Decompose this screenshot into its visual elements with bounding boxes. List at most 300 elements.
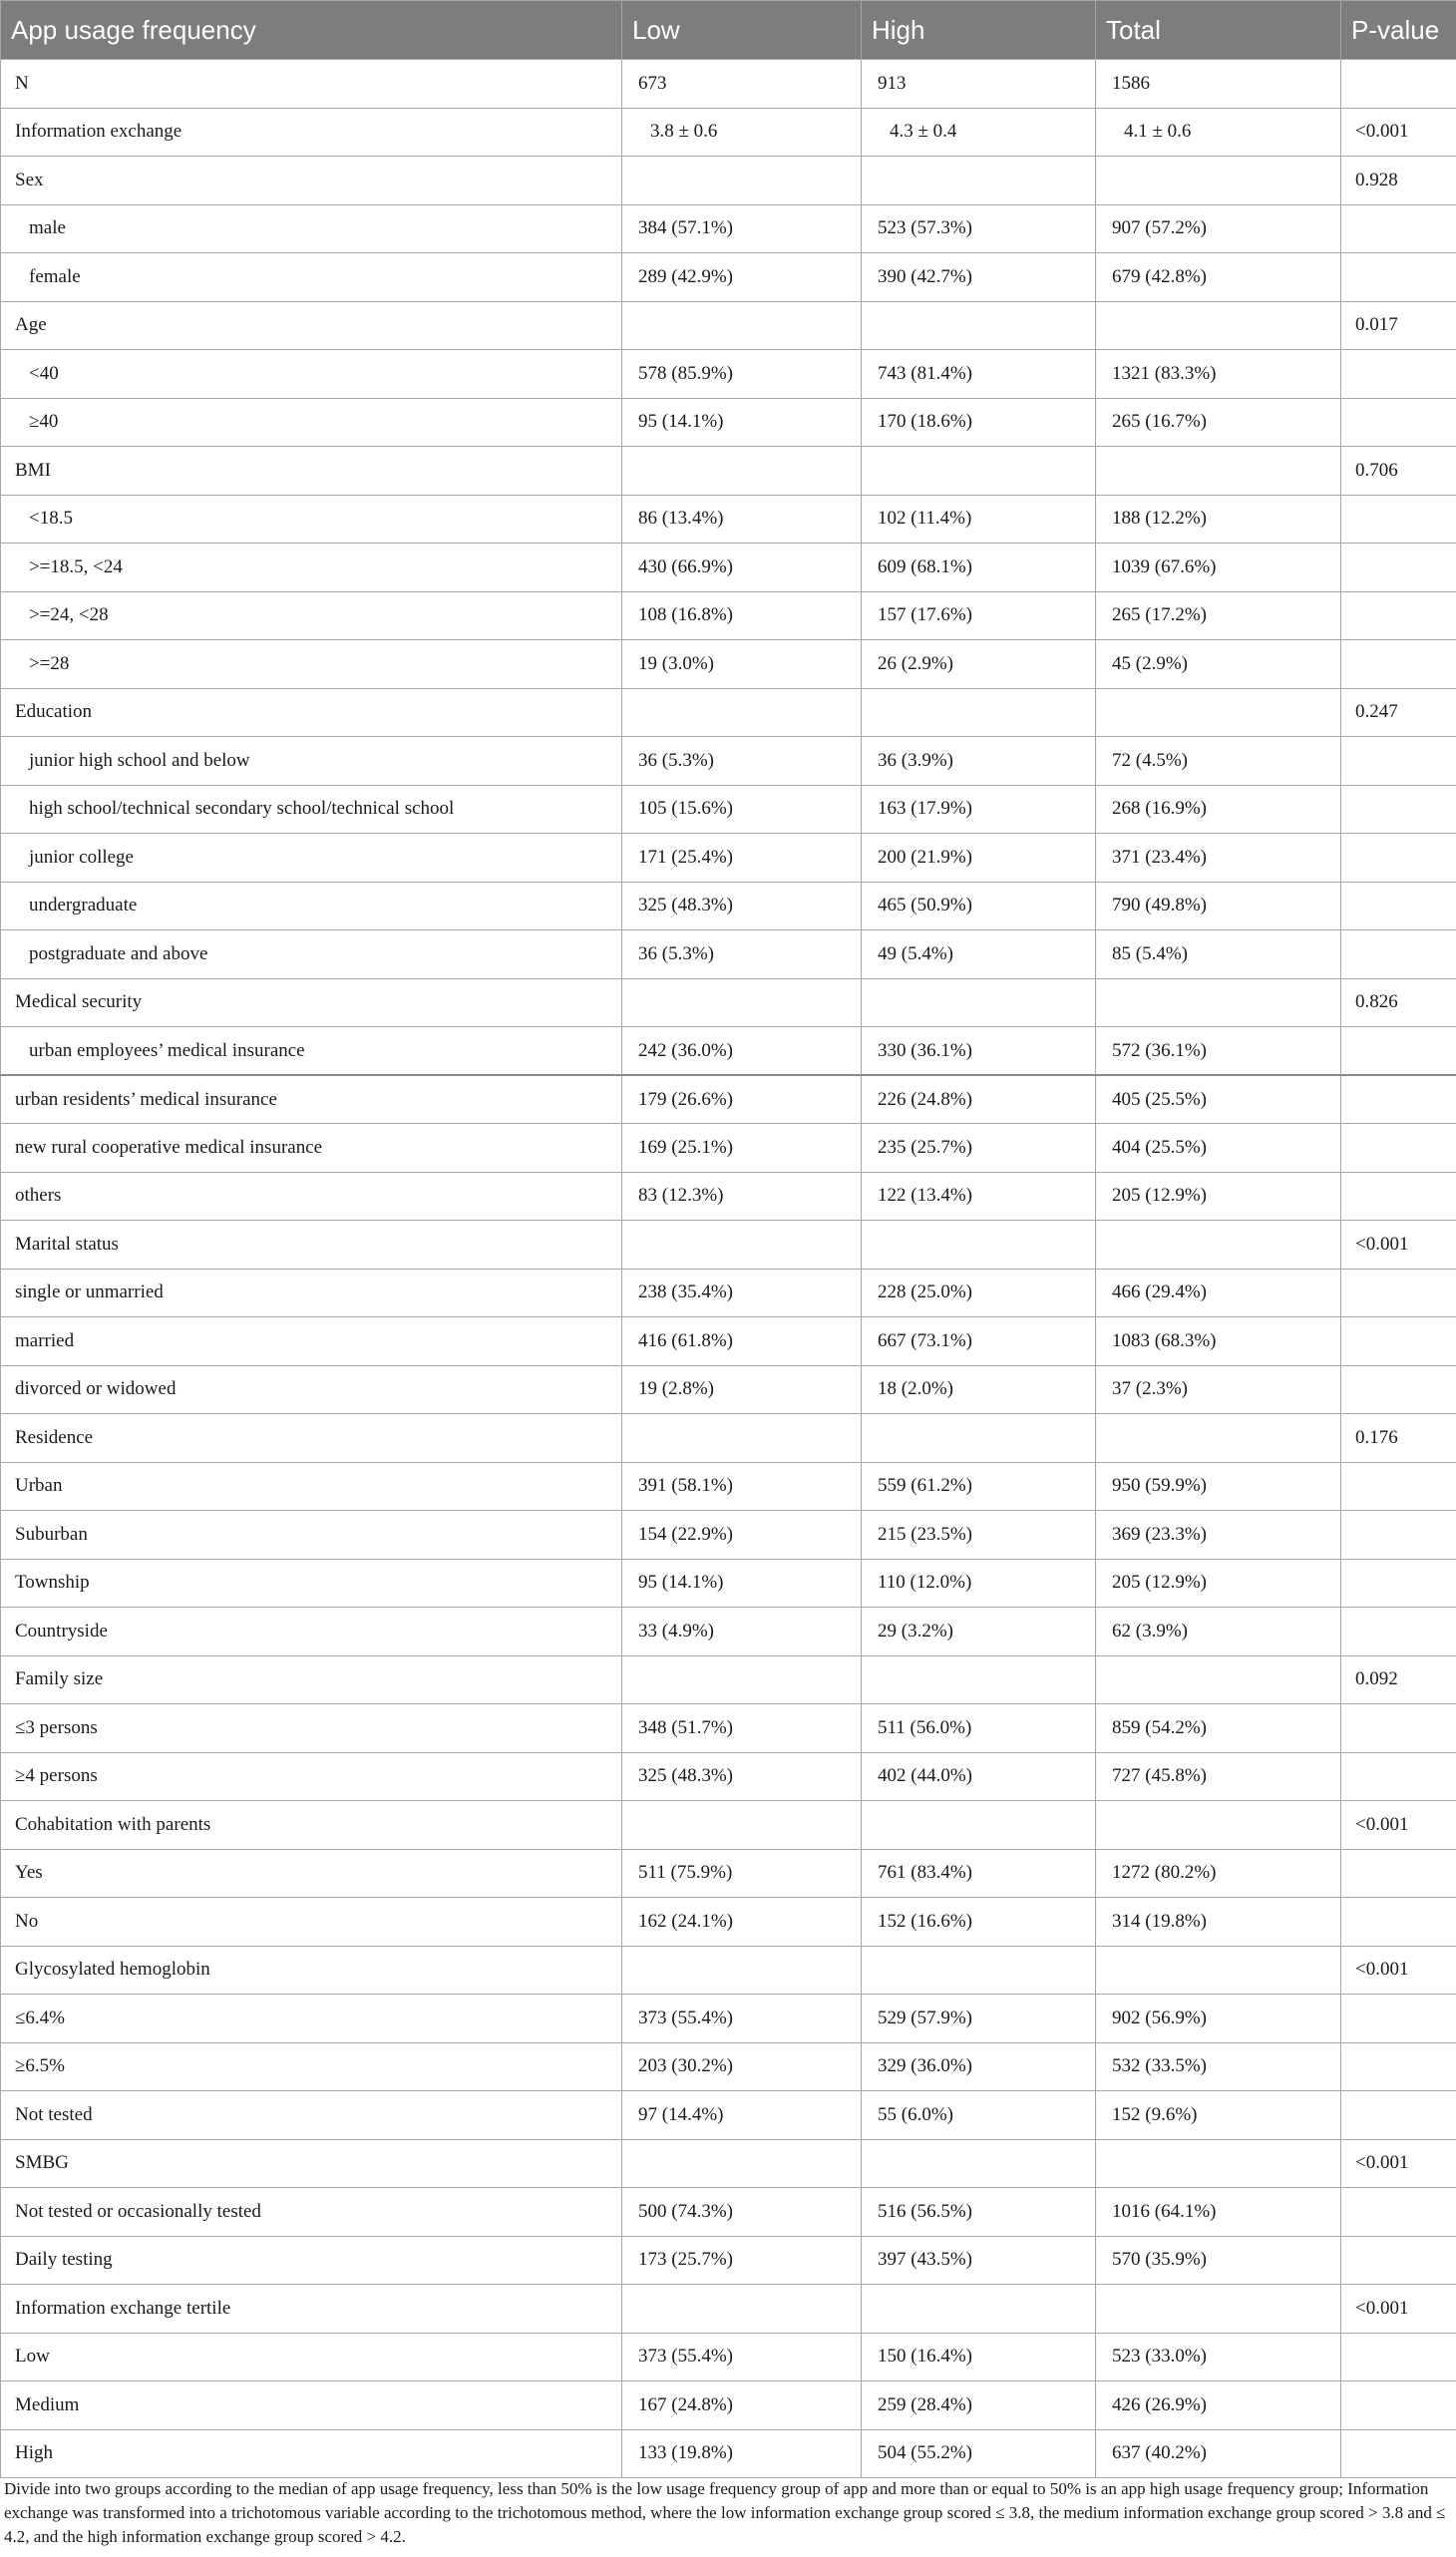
- total-value: 265 (16.7%): [1096, 398, 1341, 447]
- high-value: 529 (57.9%): [862, 1995, 1096, 2043]
- low-value: 673: [622, 60, 862, 109]
- high-value: 49 (5.4%): [862, 930, 1096, 979]
- high-value: [862, 1946, 1096, 1995]
- row-label: Glycosylated hemoglobin: [1, 1946, 622, 1995]
- p-value: [1341, 1172, 1456, 1221]
- total-value: 152 (9.6%): [1096, 2091, 1341, 2140]
- high-value: [862, 688, 1096, 737]
- total-value: [1096, 978, 1341, 1027]
- table-row: [1, 688, 1456, 737]
- high-value: 259 (28.4%): [862, 2381, 1096, 2430]
- high-value: [862, 1655, 1096, 1704]
- low-value: [622, 2139, 862, 2188]
- low-value: 171 (25.4%): [622, 834, 862, 883]
- row-label: undergraduate: [1, 882, 622, 930]
- row-label: divorced or widowed: [1, 1365, 622, 1414]
- p-value: [1341, 253, 1456, 302]
- low-value: 373 (55.4%): [622, 1995, 862, 2043]
- low-value: 500 (74.3%): [622, 2188, 862, 2237]
- row-label: Family size: [1, 1655, 622, 1704]
- high-value: 504 (55.2%): [862, 2429, 1096, 2478]
- high-value: 152 (16.6%): [862, 1898, 1096, 1947]
- table-row: [1, 350, 1456, 399]
- header-high: High: [862, 1, 1096, 60]
- low-value: 169 (25.1%): [622, 1124, 862, 1173]
- p-value: [1341, 60, 1456, 109]
- total-value: [1096, 1221, 1341, 1270]
- p-value: 0.928: [1341, 157, 1456, 205]
- p-value: [1341, 1075, 1456, 1124]
- total-value: 205 (12.9%): [1096, 1559, 1341, 1608]
- p-value: <0.001: [1341, 1221, 1456, 1270]
- high-value: 397 (43.5%): [862, 2236, 1096, 2285]
- total-value: 1586: [1096, 60, 1341, 109]
- row-label: Sex: [1, 157, 622, 205]
- row-label: Information exchange tertile: [1, 2285, 622, 2334]
- total-value: 314 (19.8%): [1096, 1898, 1341, 1947]
- row-label: Suburban: [1, 1511, 622, 1560]
- total-value: 369 (23.3%): [1096, 1511, 1341, 1560]
- table-row: [1, 1559, 1456, 1608]
- total-value: [1096, 1655, 1341, 1704]
- p-value: [1341, 930, 1456, 979]
- p-value: [1341, 737, 1456, 786]
- total-value: 405 (25.5%): [1096, 1075, 1341, 1124]
- table-row: [1, 1124, 1456, 1173]
- p-value: [1341, 1704, 1456, 1753]
- low-value: 430 (66.9%): [622, 544, 862, 592]
- high-value: 55 (6.0%): [862, 2091, 1096, 2140]
- row-label: single or unmarried: [1, 1269, 622, 1317]
- table-row: [1, 2333, 1456, 2381]
- row-label: high school/technical secondary school/technical school: [1, 785, 622, 834]
- header-variable: App usage frequency: [1, 1, 622, 60]
- low-value: 511 (75.9%): [622, 1849, 862, 1898]
- low-value: [622, 1655, 862, 1704]
- p-value: <0.001: [1341, 2139, 1456, 2188]
- low-value: 325 (48.3%): [622, 1752, 862, 1801]
- p-value: <0.001: [1341, 108, 1456, 157]
- low-value: [622, 1801, 862, 1850]
- low-value: 384 (57.1%): [622, 204, 862, 253]
- high-value: 228 (25.0%): [862, 1269, 1096, 1317]
- table-row: [1, 544, 1456, 592]
- low-value: 133 (19.8%): [622, 2429, 862, 2478]
- table-row: [1, 2042, 1456, 2091]
- row-label: junior high school and below: [1, 737, 622, 786]
- low-value: 578 (85.9%): [622, 350, 862, 399]
- row-label: ≥6.5%: [1, 2042, 622, 2091]
- low-value: 238 (35.4%): [622, 1269, 862, 1317]
- table-row: [1, 204, 1456, 253]
- row-label: Not tested or occasionally tested: [1, 2188, 622, 2237]
- high-value: 402 (44.0%): [862, 1752, 1096, 1801]
- high-value: 235 (25.7%): [862, 1124, 1096, 1173]
- high-value: 36 (3.9%): [862, 737, 1096, 786]
- low-value: [622, 157, 862, 205]
- total-value: 790 (49.8%): [1096, 882, 1341, 930]
- table-row: [1, 1752, 1456, 1801]
- p-value: [1341, 882, 1456, 930]
- p-value: [1341, 1365, 1456, 1414]
- high-value: 122 (13.4%): [862, 1172, 1096, 1221]
- total-value: [1096, 1414, 1341, 1463]
- row-label: others: [1, 1172, 622, 1221]
- row-label: BMI: [1, 447, 622, 496]
- row-label: Medical security: [1, 978, 622, 1027]
- p-value: <0.001: [1341, 1946, 1456, 1995]
- row-label: <18.5: [1, 495, 622, 544]
- row-label: Marital status: [1, 1221, 622, 1270]
- high-value: 559 (61.2%): [862, 1462, 1096, 1511]
- row-label: No: [1, 1898, 622, 1947]
- low-value: 154 (22.9%): [622, 1511, 862, 1560]
- row-label: >=28: [1, 640, 622, 689]
- low-value: 95 (14.1%): [622, 1559, 862, 1608]
- table-row: [1, 930, 1456, 979]
- row-label: >=24, <28: [1, 591, 622, 640]
- table-row: [1, 834, 1456, 883]
- p-value: [1341, 398, 1456, 447]
- low-value: 416 (61.8%): [622, 1317, 862, 1366]
- row-label: ≤3 persons: [1, 1704, 622, 1753]
- row-label: High: [1, 2429, 622, 2478]
- table-row: [1, 640, 1456, 689]
- row-label: married: [1, 1317, 622, 1366]
- p-value: [1341, 1027, 1456, 1076]
- row-label: Countryside: [1, 1608, 622, 1656]
- high-value: 743 (81.4%): [862, 350, 1096, 399]
- row-label: Not tested: [1, 2091, 622, 2140]
- p-value: [1341, 2429, 1456, 2478]
- p-value: [1341, 2188, 1456, 2237]
- low-value: [622, 688, 862, 737]
- header-total: Total: [1096, 1, 1341, 60]
- row-label: Cohabitation with parents: [1, 1801, 622, 1850]
- table-row: [1, 1414, 1456, 1463]
- table-row: [1, 737, 1456, 786]
- high-value: 511 (56.0%): [862, 1704, 1096, 1753]
- high-value: 170 (18.6%): [862, 398, 1096, 447]
- row-label: ≤6.4%: [1, 1995, 622, 2043]
- row-label: Daily testing: [1, 2236, 622, 2285]
- row-label: Education: [1, 688, 622, 737]
- total-value: 637 (40.2%): [1096, 2429, 1341, 2478]
- table-row: [1, 1075, 1456, 1124]
- p-value: [1341, 495, 1456, 544]
- total-value: 426 (26.9%): [1096, 2381, 1341, 2430]
- total-value: 1039 (67.6%): [1096, 544, 1341, 592]
- table-row: [1, 1898, 1456, 1947]
- low-value: 348 (51.7%): [622, 1704, 862, 1753]
- total-value: 1016 (64.1%): [1096, 2188, 1341, 2237]
- table-row: [1, 108, 1456, 157]
- row-label: female: [1, 253, 622, 302]
- p-value: [1341, 204, 1456, 253]
- total-value: 907 (57.2%): [1096, 204, 1341, 253]
- table-row: [1, 2381, 1456, 2430]
- p-value: [1341, 1608, 1456, 1656]
- table-row: [1, 1655, 1456, 1704]
- total-value: 902 (56.9%): [1096, 1995, 1341, 2043]
- low-value: 86 (13.4%): [622, 495, 862, 544]
- high-value: 465 (50.9%): [862, 882, 1096, 930]
- high-value: 330 (36.1%): [862, 1027, 1096, 1076]
- high-value: 200 (21.9%): [862, 834, 1096, 883]
- row-label: SMBG: [1, 2139, 622, 2188]
- high-value: 110 (12.0%): [862, 1559, 1096, 1608]
- low-value: 105 (15.6%): [622, 785, 862, 834]
- p-value: 0.092: [1341, 1655, 1456, 1704]
- high-value: 226 (24.8%): [862, 1075, 1096, 1124]
- p-value: <0.001: [1341, 1801, 1456, 1850]
- p-value: [1341, 640, 1456, 689]
- total-value: 532 (33.5%): [1096, 2042, 1341, 2091]
- low-value: 325 (48.3%): [622, 882, 862, 930]
- low-value: 108 (16.8%): [622, 591, 862, 640]
- p-value: [1341, 591, 1456, 640]
- total-value: 679 (42.8%): [1096, 253, 1341, 302]
- high-value: [862, 1801, 1096, 1850]
- total-value: 268 (16.9%): [1096, 785, 1341, 834]
- p-value: [1341, 1269, 1456, 1317]
- table-row: [1, 1365, 1456, 1414]
- low-value: 95 (14.1%): [622, 398, 862, 447]
- row-label: N: [1, 60, 622, 109]
- low-value: 3.8 ± 0.6: [622, 108, 862, 157]
- table-footnote: Divide into two groups according to the median of app usage frequency, less than 50% is the low usage frequency group of app and more than or equal to 50% is an app high usage frequency group; Information exchange was transformed into a trichotomous variable according to the trichotomous method, where the low information exchange group scored ≤ 3.8, the medium information exchange group scored > 3.8 and ≤ 4.2, and the high information exchange group scored > 4.2.: [4, 2479, 1446, 2546]
- p-value: [1341, 2091, 1456, 2140]
- high-value: [862, 1414, 1096, 1463]
- low-value: 289 (42.9%): [622, 253, 862, 302]
- table-row: [1, 2139, 1456, 2188]
- total-value: 4.1 ± 0.6: [1096, 108, 1341, 157]
- low-value: [622, 1414, 862, 1463]
- table-row: [1, 882, 1456, 930]
- total-value: 1083 (68.3%): [1096, 1317, 1341, 1366]
- high-value: 18 (2.0%): [862, 1365, 1096, 1414]
- low-value: 83 (12.3%): [622, 1172, 862, 1221]
- row-label: male: [1, 204, 622, 253]
- row-label: Township: [1, 1559, 622, 1608]
- p-value: [1341, 1849, 1456, 1898]
- header-p-value: P-value: [1341, 1, 1456, 60]
- table-row: [1, 1995, 1456, 2043]
- header-row: [1, 1, 1456, 60]
- p-value: [1341, 1317, 1456, 1366]
- high-value: 913: [862, 60, 1096, 109]
- p-value: 0.706: [1341, 447, 1456, 496]
- row-label: junior college: [1, 834, 622, 883]
- total-value: 85 (5.4%): [1096, 930, 1341, 979]
- high-value: 523 (57.3%): [862, 204, 1096, 253]
- row-label: Age: [1, 301, 622, 350]
- total-value: 859 (54.2%): [1096, 1704, 1341, 1753]
- total-value: 265 (17.2%): [1096, 591, 1341, 640]
- table-row: [1, 1511, 1456, 1560]
- table-row: [1, 301, 1456, 350]
- p-value: 0.247: [1341, 688, 1456, 737]
- high-value: [862, 978, 1096, 1027]
- high-value: 29 (3.2%): [862, 1608, 1096, 1656]
- p-value: [1341, 2042, 1456, 2091]
- p-value: [1341, 2381, 1456, 2430]
- table-body: [1, 60, 1456, 2478]
- high-value: 667 (73.1%): [862, 1317, 1096, 1366]
- high-value: 102 (11.4%): [862, 495, 1096, 544]
- p-value: [1341, 1462, 1456, 1511]
- table-row: [1, 1801, 1456, 1850]
- p-value: [1341, 1511, 1456, 1560]
- row-label: <40: [1, 350, 622, 399]
- table-row: [1, 60, 1456, 109]
- p-value: <0.001: [1341, 2285, 1456, 2334]
- low-value: 162 (24.1%): [622, 1898, 862, 1947]
- high-value: 329 (36.0%): [862, 2042, 1096, 2091]
- table-row: [1, 447, 1456, 496]
- p-value: 0.826: [1341, 978, 1456, 1027]
- table-row: [1, 2188, 1456, 2237]
- row-label: urban employees’ medical insurance: [1, 1027, 622, 1076]
- high-value: 609 (68.1%): [862, 544, 1096, 592]
- table-row: [1, 1269, 1456, 1317]
- high-value: 390 (42.7%): [862, 253, 1096, 302]
- table-row: [1, 157, 1456, 205]
- low-value: 19 (3.0%): [622, 640, 862, 689]
- low-value: 36 (5.3%): [622, 930, 862, 979]
- high-value: [862, 2285, 1096, 2334]
- row-label: Yes: [1, 1849, 622, 1898]
- total-value: 45 (2.9%): [1096, 640, 1341, 689]
- low-value: [622, 978, 862, 1027]
- total-value: 62 (3.9%): [1096, 1608, 1341, 1656]
- total-value: [1096, 688, 1341, 737]
- total-value: 72 (4.5%): [1096, 737, 1341, 786]
- table-row: [1, 2236, 1456, 2285]
- low-value: 36 (5.3%): [622, 737, 862, 786]
- low-value: 203 (30.2%): [622, 2042, 862, 2091]
- row-label: Information exchange: [1, 108, 622, 157]
- low-value: 242 (36.0%): [622, 1027, 862, 1076]
- total-value: [1096, 2285, 1341, 2334]
- p-value: 0.176: [1341, 1414, 1456, 1463]
- low-value: 97 (14.4%): [622, 2091, 862, 2140]
- high-value: 215 (23.5%): [862, 1511, 1096, 1560]
- total-value: 371 (23.4%): [1096, 834, 1341, 883]
- high-value: 516 (56.5%): [862, 2188, 1096, 2237]
- total-value: 466 (29.4%): [1096, 1269, 1341, 1317]
- high-value: [862, 157, 1096, 205]
- total-value: 570 (35.9%): [1096, 2236, 1341, 2285]
- low-value: 391 (58.1%): [622, 1462, 862, 1511]
- high-value: 761 (83.4%): [862, 1849, 1096, 1898]
- total-value: [1096, 1801, 1341, 1850]
- low-value: 19 (2.8%): [622, 1365, 862, 1414]
- total-value: 572 (36.1%): [1096, 1027, 1341, 1076]
- high-value: 157 (17.6%): [862, 591, 1096, 640]
- table-row: [1, 398, 1456, 447]
- high-value: 4.3 ± 0.4: [862, 108, 1096, 157]
- p-value: 0.017: [1341, 301, 1456, 350]
- p-value: [1341, 785, 1456, 834]
- total-value: 1321 (83.3%): [1096, 350, 1341, 399]
- table-row: [1, 495, 1456, 544]
- table-row: [1, 1704, 1456, 1753]
- table-row: [1, 978, 1456, 1027]
- header-low: Low: [622, 1, 862, 60]
- total-value: 404 (25.5%): [1096, 1124, 1341, 1173]
- high-value: [862, 447, 1096, 496]
- row-label: Medium: [1, 2381, 622, 2430]
- low-value: 33 (4.9%): [622, 1608, 862, 1656]
- low-value: 373 (55.4%): [622, 2333, 862, 2381]
- table-row: [1, 785, 1456, 834]
- p-value: [1341, 2333, 1456, 2381]
- high-value: [862, 301, 1096, 350]
- row-label: >=18.5, <24: [1, 544, 622, 592]
- total-value: 188 (12.2%): [1096, 495, 1341, 544]
- row-label: postgraduate and above: [1, 930, 622, 979]
- table-row: [1, 591, 1456, 640]
- row-label: Residence: [1, 1414, 622, 1463]
- low-value: [622, 301, 862, 350]
- high-value: 150 (16.4%): [862, 2333, 1096, 2381]
- table-row: [1, 1317, 1456, 1366]
- row-label: urban residents’ medical insurance: [1, 1075, 622, 1124]
- p-value: [1341, 1559, 1456, 1608]
- high-value: [862, 2139, 1096, 2188]
- high-value: [862, 1221, 1096, 1270]
- row-label: ≥40: [1, 398, 622, 447]
- total-value: 950 (59.9%): [1096, 1462, 1341, 1511]
- total-value: 205 (12.9%): [1096, 1172, 1341, 1221]
- table-row: [1, 1027, 1456, 1076]
- row-label: new rural cooperative medical insurance: [1, 1124, 622, 1173]
- p-value: [1341, 350, 1456, 399]
- table-row: [1, 1946, 1456, 1995]
- table-row: [1, 1849, 1456, 1898]
- table-row: [1, 1221, 1456, 1270]
- low-value: [622, 1221, 862, 1270]
- total-value: [1096, 1946, 1341, 1995]
- total-value: [1096, 157, 1341, 205]
- table-row: [1, 1462, 1456, 1511]
- low-value: 179 (26.6%): [622, 1075, 862, 1124]
- high-value: 26 (2.9%): [862, 640, 1096, 689]
- total-value: [1096, 447, 1341, 496]
- total-value: 37 (2.3%): [1096, 1365, 1341, 1414]
- table-row: [1, 1608, 1456, 1656]
- table-row: [1, 2091, 1456, 2140]
- p-value: [1341, 1752, 1456, 1801]
- p-value: [1341, 834, 1456, 883]
- low-value: [622, 447, 862, 496]
- p-value: [1341, 2236, 1456, 2285]
- total-value: 1272 (80.2%): [1096, 1849, 1341, 1898]
- row-label: ≥4 persons: [1, 1752, 622, 1801]
- row-label: Urban: [1, 1462, 622, 1511]
- low-value: [622, 2285, 862, 2334]
- low-value: 167 (24.8%): [622, 2381, 862, 2430]
- p-value: [1341, 1995, 1456, 2043]
- total-value: [1096, 301, 1341, 350]
- table-row: [1, 1172, 1456, 1221]
- table-row: [1, 2285, 1456, 2334]
- high-value: 163 (17.9%): [862, 785, 1096, 834]
- p-value: [1341, 1898, 1456, 1947]
- table-row: [1, 2429, 1456, 2478]
- p-value: [1341, 1124, 1456, 1173]
